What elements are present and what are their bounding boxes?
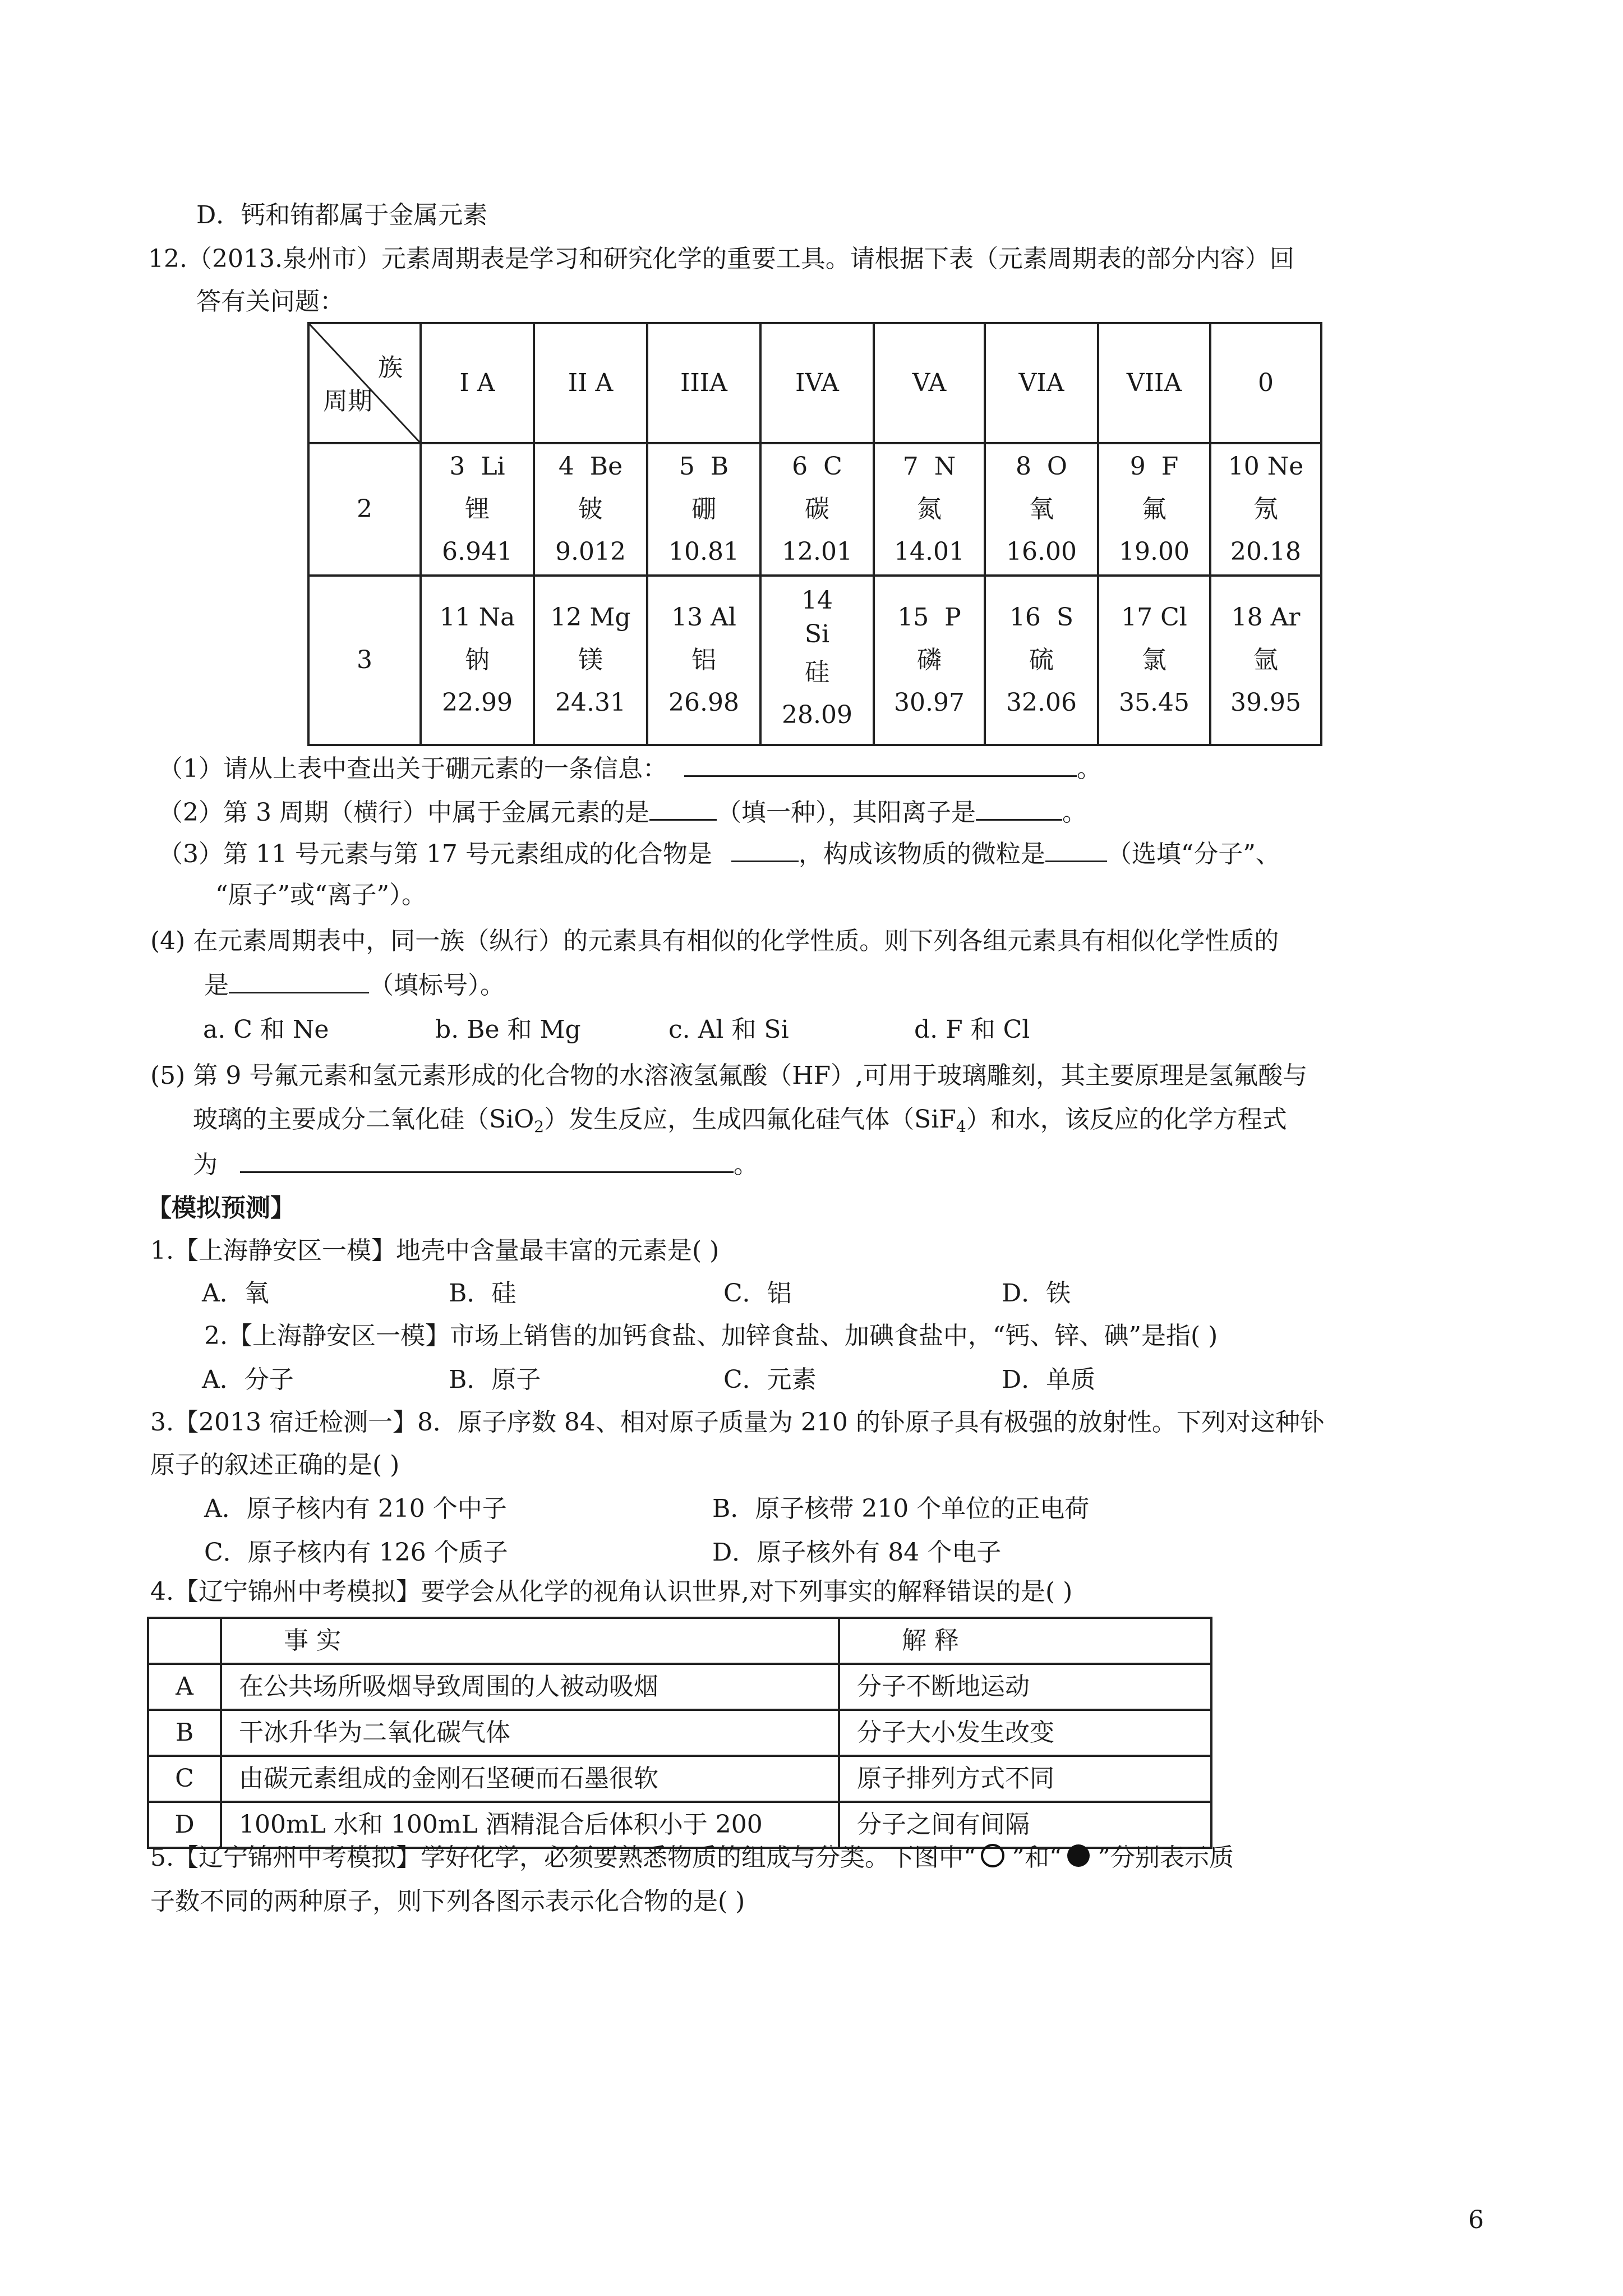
sub1-end: 。 <box>1077 754 1101 783</box>
period-label: 3 <box>308 576 421 745</box>
sub5-text-c: ）和水，该反应的化学方程式 <box>966 1105 1287 1134</box>
element-mass: 14.01 <box>894 537 965 566</box>
facts-row-explanation: 分子之间有间隔 <box>839 1802 1211 1848</box>
sub2-text: （2）第 3 周期（横行）中属于金属元素的是 <box>158 798 649 827</box>
group-header: IIIA <box>647 323 760 443</box>
mock-q3-option-a: A．原子核内有 210 个中子 <box>204 1494 507 1523</box>
element-symbol: 5 B <box>679 452 729 481</box>
element-symbol: 16 S <box>1009 603 1074 632</box>
answer-blank-metal[interactable] <box>649 795 717 821</box>
element-mass: 26.98 <box>668 688 739 717</box>
mock-q5-text-a: 5.【辽宁锦州中考模拟】学好化学，必须要熟悉物质的组成与分类。下图中“ <box>150 1843 976 1872</box>
mock-q1-option-a: A．氧 <box>202 1279 269 1308</box>
sub-question-5-line2 <box>193 1103 1287 1144</box>
element-name: 氖 <box>1253 495 1278 523</box>
facts-row-letter: B <box>148 1710 221 1756</box>
answer-blank-particle[interactable] <box>1045 837 1107 862</box>
page-number: 6 <box>1468 2206 1484 2234</box>
element-mass: 22.99 <box>442 688 513 717</box>
sub-question-1 <box>158 752 1101 786</box>
sub4-option-b: b. Be 和 Mg <box>435 1015 581 1044</box>
element-symbol: 12 Mg <box>550 603 631 632</box>
sub2-end: 。 <box>1062 798 1087 827</box>
mock-q4-stem: 4.【辽宁锦州中考模拟】要学会从化学的视角认识世界,对下列事实的解释错误的是( ) <box>150 1577 1073 1606</box>
corner-cell <box>308 323 421 443</box>
sub5-text-b: ）发生反应，生成四氟化硅气体（SiF <box>544 1105 956 1134</box>
group-header: IVA <box>760 323 874 443</box>
element-symbol: 17 Cl <box>1121 603 1187 632</box>
facts-row-fact: 100mL 水和 100mL 酒精混合后体积小于 200 <box>221 1802 839 1848</box>
mock-q5-text-b: ”和“ <box>1012 1843 1062 1872</box>
facts-row-fact: 干冰升华为二氧化碳气体 <box>221 1710 839 1756</box>
mock-q2-option-c: C．元素 <box>723 1365 817 1394</box>
answer-blank-boron[interactable] <box>684 752 1077 777</box>
element-mass: 32.06 <box>1006 688 1077 717</box>
filled-circle-atom-icon <box>1062 1842 1098 1869</box>
element-name: 碳 <box>805 495 829 523</box>
element-cell <box>647 576 760 745</box>
mock-q5-text-c: ”分别表示质 <box>1098 1843 1234 1872</box>
element-cell <box>1210 576 1321 745</box>
q12-stem-line1: 12.（2013.泉州市）元素周期表是学习和研究化学的重要工具。请根据下表（元素周期表的部分内容）回 <box>148 245 1294 273</box>
element-symbol: 9 F <box>1129 452 1179 481</box>
element-name: 钠 <box>465 646 490 674</box>
answer-blank-compound[interactable] <box>731 837 799 862</box>
element-cell <box>1210 443 1321 576</box>
sub-question-5: (5) 第 9 号氟元素和氢元素形成的化合物的水溶液氢氟酸（HF）,可用于玻璃雕刻，其主要原理是氢氟酸与 <box>150 1061 1308 1090</box>
group-header: VIA <box>985 323 1098 443</box>
sub-question-5-line3 <box>193 1148 758 1182</box>
q11-option-d: D．钙和铕都属于金属元素 <box>196 201 488 229</box>
mock-q5-stem <box>150 1841 1234 1875</box>
sub1-text: （1）请从上表中查出关于硼元素的一条信息： <box>158 754 667 783</box>
element-cell <box>534 576 647 745</box>
facts-table <box>147 1617 1212 1849</box>
element-mass: 30.97 <box>894 688 965 717</box>
element-cell <box>874 576 985 745</box>
facts-row-explanation: 分子不断地运动 <box>839 1664 1211 1710</box>
element-cell <box>760 576 874 745</box>
corner-label-group: 族 <box>378 353 403 382</box>
facts-table-row <box>148 1664 1211 1710</box>
sub4-option-a: a. C 和 Ne <box>203 1015 329 1044</box>
sub4-text: 是 <box>204 971 229 1000</box>
element-mass: 10.81 <box>668 537 739 566</box>
facts-row-letter: C <box>148 1756 221 1802</box>
element-symbol: 6 C <box>792 452 842 481</box>
mock-q2-option-a: A．分子 <box>202 1365 294 1394</box>
period-3-row <box>308 576 1321 745</box>
group-header: VIIA <box>1098 323 1210 443</box>
mock-q2-option-b: B．原子 <box>449 1365 541 1394</box>
element-name: 铝 <box>691 646 716 674</box>
answer-blank-cation[interactable] <box>976 795 1062 821</box>
periodic-table <box>307 322 1322 746</box>
subscript: 4 <box>956 1117 966 1136</box>
element-cell <box>1098 443 1210 576</box>
element-mass: 6.941 <box>442 537 513 566</box>
sub3-text: （3）第 11 号元素与第 17 号元素组成的化合物是 <box>158 840 712 868</box>
element-mass: 9.012 <box>555 537 626 566</box>
element-symbol: 4 Be <box>558 452 623 481</box>
mock-q3-option-d: D．原子核外有 84 个电子 <box>712 1538 1002 1567</box>
element-name: 锂 <box>465 495 490 523</box>
element-symbol: 13 Al <box>671 603 736 632</box>
element-name: 磷 <box>917 646 942 674</box>
element-mass: 24.31 <box>555 688 626 717</box>
element-name: 硼 <box>691 495 716 523</box>
mock-q3-stem-line2: 原子的叙述正确的是( ) <box>150 1451 400 1479</box>
sub5-end: 。 <box>734 1151 758 1179</box>
sub-question-2 <box>158 795 1087 830</box>
sub-question-3-line2: “原子”或“离子”）。 <box>215 881 426 909</box>
element-name: 铍 <box>578 495 603 523</box>
element-name: 镁 <box>578 646 603 674</box>
sub5-text-d: 为 <box>193 1151 218 1179</box>
hollow-circle-atom-icon <box>976 1842 1012 1869</box>
group-header: I A <box>421 323 534 443</box>
facts-header-fact: 事 实 <box>221 1618 839 1664</box>
mock-q1-option-d: D．铁 <box>1002 1279 1071 1308</box>
section-header: 【模拟预测】 <box>147 1194 295 1222</box>
element-cell <box>874 443 985 576</box>
facts-header-explanation: 解 释 <box>839 1618 1211 1664</box>
element-mass: 35.45 <box>1119 688 1189 717</box>
sub-question-3 <box>158 837 1280 871</box>
element-mass: 28.09 <box>782 701 852 729</box>
element-name: 氟 <box>1142 495 1166 523</box>
element-mass: 39.95 <box>1230 688 1301 717</box>
corner-label-period: 周期 <box>323 387 372 416</box>
sub3-text-2: ，构成该物质的微粒是 <box>798 840 1045 868</box>
group-header: 0 <box>1210 323 1321 443</box>
mock-q3-option-c: C．原子核内有 126 个质子 <box>204 1538 508 1567</box>
element-symbol: 11 Na <box>439 603 515 632</box>
facts-row-letter: D <box>148 1802 221 1848</box>
period-2-row <box>308 443 1321 576</box>
element-cell <box>760 443 874 576</box>
mock-q1-option-c: C．铝 <box>723 1279 792 1308</box>
mock-q3-option-b: B．原子核带 210 个单位的正电荷 <box>712 1494 1090 1523</box>
element-symbol: 15 P <box>897 603 961 632</box>
facts-row-fact: 在公共场所吸烟导致周围的人被动吸烟 <box>221 1664 839 1710</box>
element-name: 氯 <box>1142 646 1166 674</box>
element-name: 硫 <box>1029 646 1054 674</box>
element-symbol: 3 Li <box>449 452 505 481</box>
mock-q1-stem: 1.【上海静安区一模】地壳中含量最丰富的元素是( ) <box>150 1236 720 1265</box>
element-symbol: 8 O <box>1015 452 1068 481</box>
facts-table-row <box>148 1756 1211 1802</box>
element-cell <box>1098 576 1210 745</box>
element-cell <box>421 576 534 745</box>
element-name: 硅 <box>805 658 829 687</box>
facts-row-explanation: 原子排列方式不同 <box>839 1756 1211 1802</box>
element-name: 氮 <box>917 495 942 523</box>
q12-stem-line2: 答有关问题： <box>196 287 344 316</box>
period-label: 2 <box>308 443 421 576</box>
element-cell <box>985 443 1098 576</box>
element-mass: 20.18 <box>1230 537 1301 566</box>
mock-q5-stem-line2: 子数不同的两种原子，则下列各图示表示化合物的是( ) <box>150 1887 745 1916</box>
group-header: VA <box>874 323 985 443</box>
answer-blank-equation[interactable] <box>240 1148 734 1173</box>
element-symbol: 10 Ne <box>1228 452 1304 481</box>
mock-q2-stem: 2.【上海静安区一模】市场上销售的加钙食盐、加锌食盐、加碘食盐中，“钙、锌、碘”是指( ) <box>204 1322 1218 1350</box>
element-mass: 16.00 <box>1006 537 1077 566</box>
facts-row-fact: 由碳元素组成的金刚石坚硬而石墨很软 <box>221 1756 839 1802</box>
element-cell <box>985 576 1098 745</box>
element-cell <box>534 443 647 576</box>
facts-table-header <box>148 1618 1211 1664</box>
mock-q2-option-d: D．单质 <box>1002 1365 1096 1394</box>
element-name: 氧 <box>1029 495 1054 523</box>
sub5-text-a: 玻璃的主要成分二氧化硅（SiO <box>193 1105 534 1134</box>
sub4-end: （填标号）。 <box>369 971 505 1000</box>
element-cell <box>421 443 534 576</box>
sub-question-4-line2 <box>204 968 505 1002</box>
element-symbol: 7 N <box>902 452 956 481</box>
element-cell <box>647 443 760 576</box>
element-symbol: 14 Si <box>801 586 833 648</box>
answer-blank-label[interactable] <box>229 968 369 993</box>
element-name: 氩 <box>1253 646 1278 674</box>
element-mass: 12.01 <box>782 537 852 566</box>
sub4-option-d: d. F 和 Cl <box>914 1015 1030 1044</box>
periodic-table-header-row <box>308 323 1321 443</box>
subscript: 2 <box>534 1117 545 1136</box>
sub4-option-c: c. Al 和 Si <box>668 1015 789 1044</box>
element-mass: 19.00 <box>1119 537 1189 566</box>
sub-question-4: (4) 在元素周期表中，同一族（纵行）的元素具有相似的化学性质。则下列各组元素具有相似化学性质的 <box>150 927 1279 955</box>
element-symbol: 18 Ar <box>1231 603 1301 632</box>
mock-q3-stem-line1: 3.【2013 宿迁检测一】8．原子序数 84、相对原子质量为 210 的钋原子具有极强的放射性。下列对这种钋 <box>150 1408 1325 1437</box>
facts-header-letter <box>148 1618 221 1664</box>
facts-row-letter: A <box>148 1664 221 1710</box>
mock-q1-option-b: B．硅 <box>449 1279 517 1308</box>
sub3-text-3: （选填“分子”、 <box>1106 840 1280 868</box>
group-header: II A <box>534 323 647 443</box>
facts-table-row <box>148 1710 1211 1756</box>
sub2-text-2: （填一种），其阳离子是 <box>716 798 976 827</box>
facts-row-explanation: 分子大小发生改变 <box>839 1710 1211 1756</box>
